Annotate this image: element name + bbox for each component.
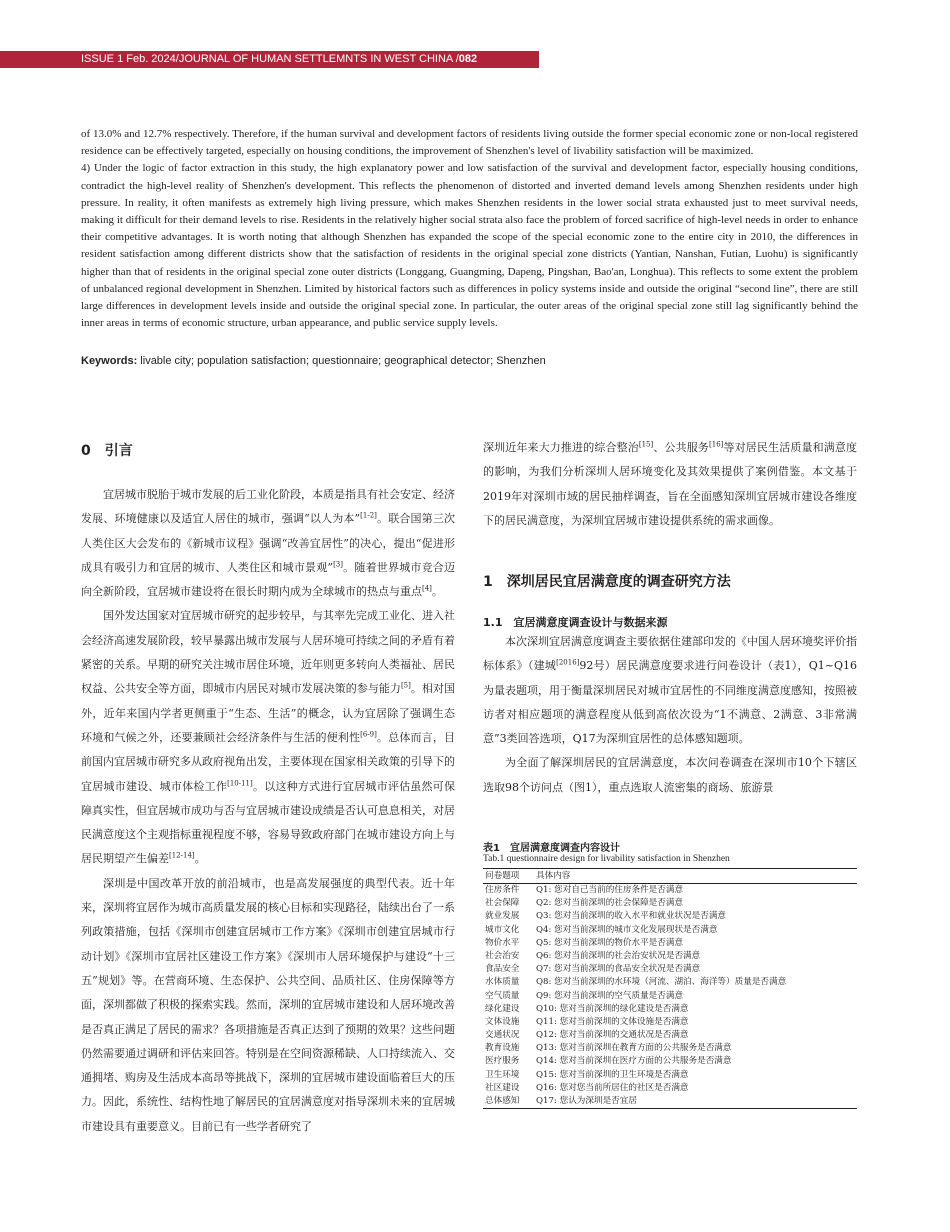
citation: [4] [422, 584, 432, 593]
table-cell-content: Q5: 您对当前深圳的物价水平是否满意 [536, 937, 684, 948]
table-cell-content: Q4: 您对当前深圳的城市文化发展现状是否满意 [536, 924, 718, 935]
table-row [483, 884, 857, 897]
body-paragraph: 国外发达国家对宜居城市研究的起步较早，与其率先完成工业化、进入社会经济高速发展阶段，较早暴露出城市发展与人居环境可持续之间的矛盾有着紧密的关系。早期的研究关注城市居住环境，近年则更多转向人类福祉、居民权益、公共安全等方面，即城市内居民对城市发展决策的参与能力[5]。相对国外，近年来国内学者更侧重于“生态、生活”的概念，认为宜居除了强调生态环境和气候之外，还要兼顾社会经济条件与生活的便利性[6-9]。总体而言，目前国内宜居城市研究多从政府视角出发，主要体现在国家相关政策的引导下的宜居城市建设、城市体检工作[10-11]。以这种方式进行宜居城市评估虽然可保障真实性，但宜居城市成功与否与宜居城市建设成绩是否认可息息相关，对居民满意度这个主观指标重视程度不够，容易导致政府部门在城市建设方向上与居民期望产生偏差[12-14]。 [81, 609, 456, 866]
table-cell-item: 住房条件 [485, 885, 520, 895]
table-row [483, 924, 857, 937]
table-cell-item: 绿化建设 [485, 1003, 520, 1014]
section-heading-introduction: 0 引言 [81, 443, 133, 459]
table-row [483, 937, 857, 950]
table-row [483, 897, 857, 910]
citation: [12-14] [169, 851, 195, 860]
table-cell-item: 水体质量 [485, 977, 520, 988]
table-cell-item: 交通状况 [485, 1030, 520, 1041]
citation: [10-11] [227, 778, 253, 787]
table-cell-item: 文体设施 [485, 1016, 520, 1027]
table-header: 具体内容 [536, 871, 571, 881]
body-paragraph: 本次深圳宜居满意度调查主要依据住建部印发的《中国人居环境奖评价指标体系》（建城[2016]92号）居民满意度要求进行问卷设计（表1），Q1~Q16为量表题项，用于衡量深圳居民对城市宜居性的不同维度满意度感知，按照被访者对相应题项的满意程度从低到高依次设为“1不满意、2满意、3非常满意”3类回答选项，Q17为深圳宜居性的总体感知题项。 [483, 635, 858, 746]
citation: [15] [638, 440, 654, 449]
subsection-heading: 1.1 宜居满意度调查设计与数据来源 [483, 616, 668, 629]
table-cell-content: Q15: 您对当前深圳的卫生环境是否满意 [536, 1069, 689, 1080]
table-row [483, 1029, 857, 1042]
body-paragraph: 深圳是中国改革开放的前沿城市，也是高发展强度的典型代表。近十年来，深圳将宜居作为城市高质量发展的核心目标和实现路径，陆续出台了一系列政策措施，包括《深圳市创建宜居城市工作方案》《深圳市创建宜居城市行动计划》《深圳市宜居社区建设工作方案》《深圳市人居环境保护与建设“十三五”规划》等。在营商环境、生态保护、公共空间、品质社区、住房保障等方面，深圳都做了积极的探索实践。然而，深圳的宜居城市建设和人居环境改善是否真正满足了居民的需求？各项措施是否真正达到了预期的效果？这些问题仍然需要通过调研和评估来回答。特别是在空间资源稀缺、人口持续流入、交通拥堵、购房及生活成本高昂等挑战下，深圳的宜居城市建设面临着巨大的压力。因此，系统性、结构性地了解居民的宜居满意度对指导深圳未来的宜居城市建设具有重要意义。目前已有一些学者研究了 [81, 876, 455, 1133]
table-cell-content: Q8: 您对当前深圳的水环境（河流、湖泊、海洋等）质量是否满意 [536, 977, 787, 988]
citation: [3] [333, 560, 343, 569]
table-cell-content: Q14: 您对当前深圳在医疗方面的公共服务是否满意 [536, 1056, 732, 1067]
table-cell-item: 社会治安 [485, 950, 520, 961]
english-abstract [81, 126, 858, 332]
page-number: 082 [458, 53, 478, 65]
table-row [483, 976, 857, 989]
right-column-body [483, 630, 857, 800]
body-paragraph: 深圳近年来大力推进的综合整治[15]、公共服务[16]等对居民生活质量和满意度的影响，为我们分析深圳人居环境变化及其效果提供了案例借鉴。本文基于2019年对深圳市域的居民抽样调查，旨在全面感知深圳宜居城市建设各维度下的居民满意度，为深圳宜居城市建设提供系统的需求画像。 [483, 440, 857, 527]
table-row [483, 1003, 857, 1016]
table-cell-item: 社会保障 [485, 898, 520, 909]
table-cell-content: Q11: 您对当前深圳的文体设施是否满意 [536, 1016, 689, 1027]
keywords [81, 353, 858, 370]
table-cell-content: Q10: 您对当前深圳的绿化建设是否满意 [536, 1003, 689, 1014]
body-paragraph: 宜居城市脱胎于城市发展的后工业化阶段，本质是指具有社会安定、经济发展、环境健康以及适宜人居住的城市，强调“以人为本”[1-2]。联合国第三次人类住区大会发布的《新城市议程》强调“改善宜居性”的决心，提出“促进形成具有吸引力和宜居的城市、人类住区和城市景观”[3]。随着世界城市竞合迈向全新阶段，宜居城市建设将在很长时期内成为全球城市的热点与重点[4]。 [81, 488, 456, 599]
table-cell-content: Q7: 您对当前深圳的食品安全状况是否满意 [536, 964, 701, 975]
questionnaire-table [483, 868, 857, 1109]
table-caption: 表1 宜居满意度调查内容设计 [483, 843, 620, 854]
table-cell-item: 卫生环境 [485, 1069, 520, 1080]
table-row [483, 1042, 857, 1055]
table-row [483, 990, 857, 1003]
citation: [6-9] [360, 730, 377, 739]
table-cell-item: 空气质量 [485, 990, 520, 1001]
table-row [483, 910, 857, 923]
table-cell-content: Q13: 您对当前深圳在教育方面的公共服务是否满意 [536, 1043, 732, 1054]
table-cell-item: 城市文化 [485, 924, 520, 935]
abstract-paragraph: 4) Under the logic of factor extraction in this study, the high explanatory power and low satisfaction of the survival and development factor, especially housing conditions, contradict the high-level reality of Shenzhen's development. This reflects the phenomenon of distorted and inverted demand levels among Shenzhen residents under high pressure. In reality, it often manifests as extremely high living pressure, which makes Shenzhen residents in the lower social strata exhausted just to meet survival needs, making it difficult for their demand levels to rise. Residents in the relatively higher social strata also face the problem of forced sacrifice of high-level needs in order to enhance their competitive advantages. It is worth noting that although Shenzhen has expanded the scope of the special economic zone to the entire city in 2010, the differences in resident satisfaction among different districts show that the satisfaction of residents in the original special zone districts (Yantian, Nanshan, Futian, Luohu) is significantly higher than that of residents in the original special zone outer districts (Longgang, Guangming, Dapeng, Pingshan, Bao'an, Longhua). This reflects to some extent the problem of unbalanced regional development in Shenzhen. Limited by historical factors such as differences in policy systems inside and outside the original “second line”, there are still large differences in development levels inside and outside the original special zone. In particular, the outer areas of the original special zone still lag significantly behind the inner areas in terms of economic structure, urban appearance, and public service supply levels. [81, 162, 858, 330]
table-cell-item: 食品安全 [485, 964, 520, 975]
table-caption-english: Tab.1 questionnaire design for livability satisfaction in Shenzhen [483, 854, 730, 864]
table-cell-item: 社区建设 [485, 1082, 520, 1093]
citation: [1-2] [360, 511, 377, 520]
citation: [2016] [556, 658, 580, 667]
body-paragraph: 为全面了解深圳居民的宜居满意度，本次问卷调查在深圳市10个下辖区选取98个访问点（图1），重点选取人流密集的商场、旅游景 [483, 756, 857, 794]
table-cell-content: Q12: 您对当前深圳的交通状况是否满意 [536, 1030, 689, 1041]
keywords-text: livable city; population satisfaction; questionnaire; geographical detector; Shenzhen [137, 355, 546, 367]
table-row [483, 1095, 857, 1108]
abstract-paragraph: of 13.0% and 12.7% respectively. Therefore, if the human survival and development factors of residents living outside the former special economic zone or non-local registered residence can be effectively targeted, especially on housing conditions, the improvement of Shenzhen's level of livability satisfaction will be maximized. [81, 128, 858, 158]
table-row [483, 1069, 857, 1082]
journal-issue: ISSUE 1 Feb. 2024/JOURNAL OF HUMAN SETTLEMNTS IN WEST CHINA / [81, 53, 459, 65]
table-row [483, 1082, 857, 1095]
table-row [483, 950, 857, 963]
table-cell-item: 物价水平 [485, 937, 520, 948]
running-header [0, 51, 539, 68]
table-cell-content: Q16: 您对您当前所居住的社区是否满意 [536, 1082, 689, 1093]
citation: [5] [400, 681, 411, 690]
table-cell-content: Q1: 您对自己当前的住房条件是否满意 [536, 885, 684, 895]
table-row [483, 963, 857, 976]
table-cell-content: Q17: 您认为深圳是否宜居 [536, 1096, 637, 1106]
left-column [81, 483, 455, 1139]
table-header: 问卷题项 [485, 871, 520, 881]
table-row [483, 1055, 857, 1068]
table-cell-item: 总体感知 [485, 1096, 520, 1106]
table-cell-item: 医疗服务 [485, 1056, 520, 1067]
table-cell-item: 教育设施 [485, 1043, 520, 1054]
section-heading-method: 1 深圳居民宜居满意度的调查研究方法 [483, 574, 731, 590]
right-column-top [483, 436, 857, 533]
table-cell-item: 就业发展 [485, 911, 520, 922]
table-row [483, 1016, 857, 1029]
citation: [16] [709, 440, 724, 449]
table-cell-content: Q2: 您对当前深圳的社会保障是否满意 [536, 898, 684, 909]
table-cell-content: Q3: 您对当前深圳的收入水平和就业状况是否满意 [536, 911, 727, 922]
keywords-label: Keywords: [81, 355, 138, 367]
table-cell-content: Q9: 您对当前深圳的空气质量是否满意 [536, 990, 684, 1001]
table-header-row [483, 869, 857, 884]
table-cell-content: Q6: 您对当前深圳的社会治安状况是否满意 [536, 950, 701, 961]
